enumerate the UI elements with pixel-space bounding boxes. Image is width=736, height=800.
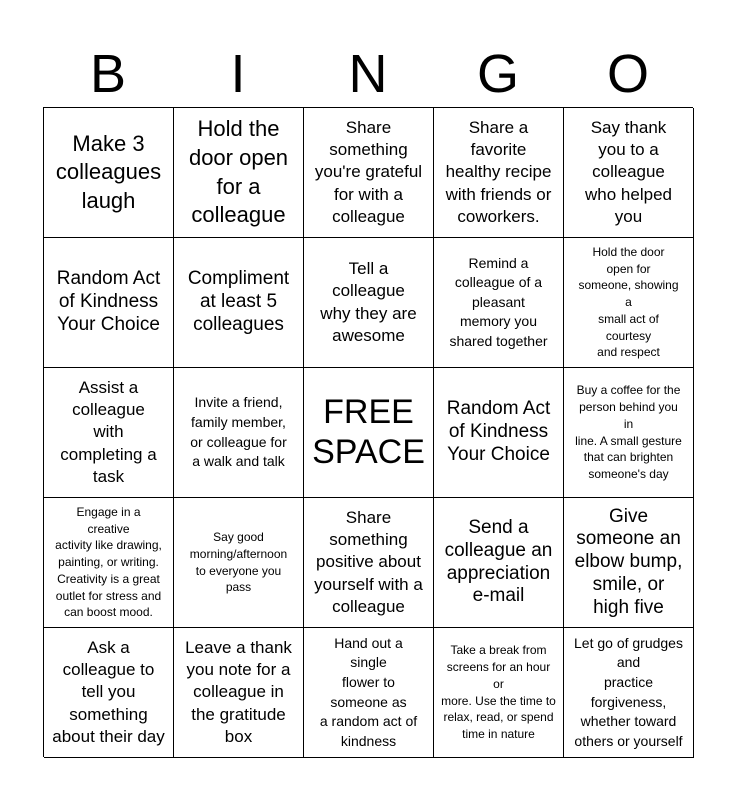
bingo-cell-1-1[interactable]: [44, 108, 174, 238]
bingo-card-grid: [43, 107, 693, 757]
cell-text: Make 3 colleagues laugh: [55, 130, 162, 213]
cell-text: Share something you're grateful for with a colleague: [314, 118, 423, 226]
bingo-cell-4-2[interactable]: [174, 498, 304, 628]
cell-text: Compliment at least 5 colleagues: [187, 268, 290, 335]
cell-text: Share a favorite healthy recipe with friends or coworkers.: [445, 118, 552, 226]
bingo-cell-2-2[interactable]: [174, 238, 304, 368]
cell-text: Random Act of Kindness Your Choice: [446, 398, 551, 465]
cell-text: Share something positive about yourself with a colleague: [314, 508, 423, 616]
cell-text: Buy a coffee for the person behind you in line. A small gesture that can brighten someone's day: [575, 383, 682, 482]
cell-text: Let go of grudges and practice forgiveness, whether toward others or yourself: [574, 634, 683, 749]
header-letter-i: I: [230, 44, 246, 104]
header-letter-g: G: [476, 44, 519, 104]
bingo-cell-4-4[interactable]: [434, 498, 564, 628]
free-space-text: FREE SPACE: [312, 393, 425, 471]
cell-text: Say thank you to a colleague who helped you: [585, 118, 672, 226]
bingo-cell-5-2[interactable]: [174, 628, 304, 758]
cell-text: Take a break from screens for an hour or more. Use the time to relax, read, or spend time in nature: [441, 643, 556, 742]
cell-text: Send a colleague an appreciation e-mail: [444, 516, 553, 607]
cell-text: Tell a colleague why they are awesome: [320, 259, 417, 345]
bingo-cell-3-2[interactable]: [174, 368, 304, 498]
bingo-cell-1-2[interactable]: [174, 108, 304, 238]
cell-text: Remind a colleague of a pleasant memory you shared together: [449, 254, 548, 349]
cell-text: Leave a thank you note for a colleague in the gratitude box: [185, 638, 292, 746]
bingo-cell-5-4[interactable]: [434, 628, 564, 758]
free-space-cell[interactable]: [304, 368, 434, 498]
bingo-cell-5-3[interactable]: [304, 628, 434, 758]
cell-text: Ask a colleague to tell you something about their day: [52, 638, 165, 746]
bingo-cell-5-1[interactable]: [44, 628, 174, 758]
bingo-cell-2-3[interactable]: [304, 238, 434, 368]
bingo-cell-3-5[interactable]: [564, 368, 694, 498]
cell-text: Assist a colleague with completing a task: [60, 378, 157, 486]
bingo-cell-1-4[interactable]: [434, 108, 564, 238]
cell-text: Say good morning/afternoon to everyone you pass: [189, 529, 288, 595]
bingo-header: [43, 40, 693, 108]
bingo-cell-2-1[interactable]: [44, 238, 174, 368]
bingo-cell-1-5[interactable]: [564, 108, 694, 238]
bingo-cell-3-1[interactable]: [44, 368, 174, 498]
cell-text: Give someone an elbow bump, smile, or high five: [574, 505, 683, 618]
header-letter-b: B: [89, 44, 127, 104]
cell-text: Invite a friend, family member, or colleague for a walk and talk: [190, 394, 287, 470]
bingo-cell-3-4[interactable]: [434, 368, 564, 498]
bingo-cell-4-5[interactable]: [564, 498, 694, 628]
bingo-cell-4-3[interactable]: [304, 498, 434, 628]
header-letter-o: O: [606, 44, 649, 104]
cell-text: Hold the door open for a colleague: [188, 116, 289, 228]
bingo-cell-4-1[interactable]: [44, 498, 174, 628]
cell-text: Hold the door open for someone, showing a small act of courtesy and respect: [578, 244, 679, 360]
bingo-cell-2-5[interactable]: [564, 238, 694, 368]
bingo-cell-1-3[interactable]: [304, 108, 434, 238]
cell-text: Random Act of Kindness Your Choice: [56, 268, 161, 335]
cell-text: Engage in a creative activity like drawing, painting, or writing. Creativity is a great outlet for stress and can boost mood.: [55, 504, 162, 620]
bingo-cell-2-4[interactable]: [434, 238, 564, 368]
bingo-cell-5-5[interactable]: [564, 628, 694, 758]
header-letter-n: N: [348, 44, 388, 104]
cell-text: Hand out a single flower to someone as a random act of kindness: [319, 634, 418, 749]
